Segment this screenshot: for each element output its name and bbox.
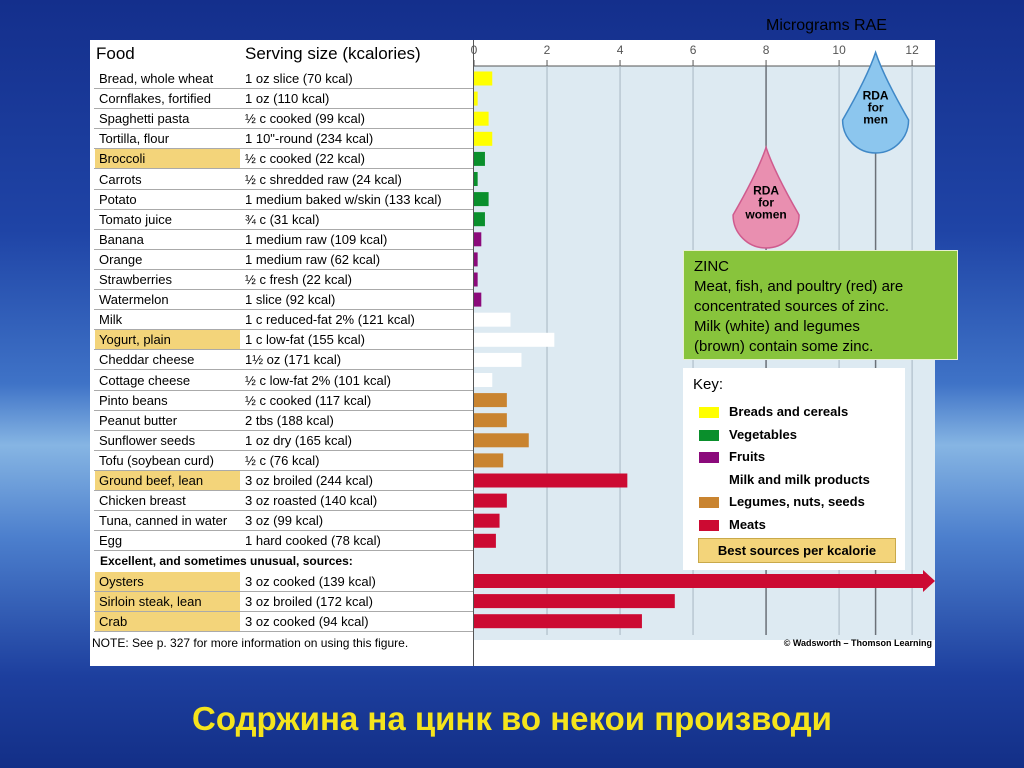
key-swatch — [699, 475, 719, 486]
legend-key — [683, 368, 905, 570]
serving-cell: ½ c (76 kcal) — [245, 452, 320, 468]
food-cell: Cottage cheese — [99, 372, 191, 388]
table-row — [94, 190, 474, 210]
food-column-header: Food — [96, 44, 135, 63]
rda-men-label: men — [863, 112, 888, 127]
data-bar — [474, 293, 481, 307]
data-bar — [474, 433, 529, 447]
figure-note: NOTE: See p. 327 for more information on using this figure. — [92, 636, 409, 650]
food-cell: Oysters — [95, 572, 240, 591]
key-title: Key: — [693, 376, 724, 393]
infobox-line: concentrated sources of zinc. — [694, 298, 890, 315]
table-row — [94, 170, 474, 190]
rda-men-label: for — [867, 100, 884, 115]
serving-column-header: Serving size (kcalories) — [245, 44, 421, 63]
table-row — [94, 572, 474, 592]
food-cell: Bread, whole wheat — [99, 71, 214, 86]
table-row — [94, 330, 474, 350]
key-swatch — [699, 497, 719, 508]
data-bar — [474, 393, 507, 407]
serving-cell: 1½ oz (171 kcal) — [245, 352, 342, 368]
table-row — [94, 149, 474, 169]
table-row — [94, 210, 474, 230]
table-row — [94, 350, 474, 370]
serving-cell: 1 oz (110 kcal) — [245, 91, 330, 107]
x-tick-label: 6 — [689, 43, 697, 57]
table-row — [94, 270, 474, 290]
key-label: Meats — [729, 516, 766, 532]
key-label: Breads and cereals — [729, 404, 849, 419]
serving-cell: ½ c fresh (22 kcal) — [245, 272, 352, 287]
serving-cell: ½ c cooked (22 kcal) — [245, 151, 365, 167]
infobox-line: (brown) contain some zinc. — [694, 338, 874, 355]
data-bar — [474, 514, 500, 528]
data-bar — [474, 333, 554, 347]
table-row — [94, 491, 474, 511]
data-bar — [474, 192, 489, 206]
data-bar — [474, 72, 492, 86]
serving-cell: 3 oz cooked (139 kcal) — [245, 573, 376, 589]
serving-cell: 1 medium raw (62 kcal) — [245, 251, 381, 267]
table-row — [94, 612, 474, 632]
row-divider — [94, 550, 474, 551]
food-table — [90, 40, 473, 666]
table-row — [94, 431, 474, 451]
serving-cell: 3 oz broiled (244 kcal) — [245, 473, 373, 488]
copyright-credit: © Wadsworth – Thomson Learning — [783, 638, 932, 648]
serving-cell: 1 oz slice (70 kcal) — [245, 71, 353, 86]
x-tick-label: 12 — [905, 43, 919, 57]
serving-cell: ½ c low-fat 2% (101 kcal) — [245, 372, 391, 388]
serving-cell: 3 oz cooked (94 kcal) — [245, 613, 369, 629]
serving-cell: 1 c low-fat (155 kcal) — [245, 332, 365, 348]
food-cell: Tomato juice — [99, 211, 172, 227]
food-cell: Banana — [99, 231, 144, 247]
data-bar — [474, 614, 642, 628]
food-cell: Cheddar cheese — [99, 352, 195, 368]
key-label: Fruits — [729, 449, 766, 464]
food-cell: Tofu (soybean curd) — [99, 452, 214, 468]
serving-cell: 1 10"-round (234 kcal) — [245, 131, 374, 147]
table-row — [94, 129, 474, 149]
key-label: Vegetables — [729, 426, 797, 442]
table-row — [94, 290, 474, 310]
table-row — [94, 250, 474, 270]
food-cell: Tortilla, flour — [99, 131, 170, 147]
food-cell: Pinto beans — [99, 392, 168, 408]
food-cell: Ground beef, lean — [95, 471, 240, 490]
table-row — [94, 592, 474, 612]
rda-women-label: women — [745, 207, 787, 222]
serving-cell: ½ c cooked (99 kcal) — [245, 111, 365, 127]
food-cell: Yogurt, plain — [95, 330, 240, 349]
serving-cell: ½ c cooked (117 kcal) — [245, 392, 372, 408]
x-tick-label: 0 — [470, 43, 478, 57]
x-tick-label: 2 — [543, 43, 551, 57]
data-bar — [474, 373, 492, 387]
data-bar — [474, 132, 492, 146]
serving-cell: 1 medium raw (109 kcal) — [245, 231, 388, 247]
serving-cell: 1 hard cooked (78 kcal) — [245, 533, 381, 549]
serving-cell: 3 oz roasted (140 kcal) — [245, 493, 378, 509]
data-bar — [474, 212, 485, 226]
x-tick-label: 10 — [832, 43, 846, 57]
food-cell: Broccoli — [95, 149, 240, 168]
data-bar — [474, 232, 481, 246]
table-row — [94, 109, 474, 129]
data-bar — [474, 353, 521, 367]
data-bar — [474, 92, 478, 106]
key-swatch — [699, 430, 719, 441]
data-bar — [474, 594, 675, 608]
data-bar — [474, 574, 923, 588]
data-bar — [474, 494, 507, 508]
data-bar — [474, 534, 496, 548]
table-row — [94, 310, 474, 330]
food-cell: Egg — [99, 533, 123, 549]
table-row — [94, 411, 474, 431]
food-cell: Orange — [99, 251, 143, 267]
food-cell: Milk — [99, 312, 123, 328]
key-swatch — [699, 520, 719, 531]
data-bar — [474, 152, 485, 166]
key-swatch — [699, 452, 719, 463]
serving-cell: 1 c reduced-fat 2% (121 kcal) — [245, 312, 415, 328]
food-cell: Sunflower seeds — [99, 432, 196, 448]
serving-cell: 2 tbs (188 kcal) — [245, 412, 334, 428]
food-cell: Peanut butter — [99, 412, 178, 428]
row-divider — [94, 631, 474, 632]
food-cell: Watermelon — [99, 292, 169, 308]
x-tick-label: 4 — [616, 43, 624, 57]
food-cell: Chicken breast — [99, 493, 186, 509]
rda-women-label: RDA — [753, 183, 780, 198]
serving-cell: 3 oz broiled (172 kcal) — [245, 593, 373, 609]
table-row — [94, 391, 474, 411]
food-cell: Carrots — [99, 171, 142, 187]
food-cell: Potato — [99, 191, 137, 207]
zinc-infobox — [683, 250, 958, 360]
data-bar — [474, 313, 511, 327]
food-cell: Spaghetti pasta — [99, 111, 190, 127]
key-label: Milk and milk products — [729, 471, 870, 487]
infobox-line: ZINC — [694, 258, 729, 275]
table-row — [94, 451, 474, 471]
food-cell: Crab — [95, 612, 240, 631]
food-cell: Tuna, canned in water — [99, 513, 228, 529]
key-label: Legumes, nuts, seeds — [729, 494, 865, 509]
table-row — [94, 371, 474, 391]
table-row — [94, 89, 474, 109]
infobox-line: Milk (white) and legumes — [694, 318, 860, 335]
data-bar — [474, 252, 478, 266]
section-label: Excellent, and sometimes unusual, sources: — [100, 554, 353, 568]
data-bar — [474, 413, 507, 427]
serving-cell: ¾ c (31 kcal) — [245, 211, 320, 227]
table-row — [94, 531, 474, 551]
slide-caption: Содржина на цинк во некои производи — [192, 700, 832, 737]
serving-cell: 3 oz (99 kcal) — [245, 513, 324, 529]
rda-men-label: RDA — [862, 88, 889, 103]
serving-cell: 1 slice (92 kcal) — [245, 292, 336, 308]
table-row — [94, 230, 474, 250]
rda-women-label: for — [758, 195, 775, 210]
food-cell: Cornflakes, fortified — [99, 91, 211, 107]
data-bar — [474, 474, 627, 488]
data-bar — [474, 112, 489, 126]
food-cell: Strawberries — [99, 272, 172, 287]
table-row — [94, 69, 474, 89]
infobox-line: Meat, fish, and poultry (red) are — [694, 278, 904, 295]
table-row — [94, 511, 474, 531]
data-bar — [474, 172, 478, 186]
chart-units-title: Micrograms RAE — [766, 17, 887, 34]
best-sources-label: Best sources per kcalorie — [698, 538, 896, 563]
food-cell: Sirloin steak, lean — [95, 592, 240, 611]
table-row — [94, 471, 474, 491]
key-swatch — [699, 407, 719, 418]
serving-cell: ½ c shredded raw (24 kcal) — [245, 171, 402, 187]
serving-cell: 1 medium baked w/skin (133 kcal) — [245, 191, 442, 207]
x-tick-label: 8 — [762, 43, 770, 57]
serving-cell: 1 oz dry (165 kcal) — [245, 432, 352, 448]
data-bar — [474, 453, 503, 467]
data-bar — [474, 273, 478, 287]
